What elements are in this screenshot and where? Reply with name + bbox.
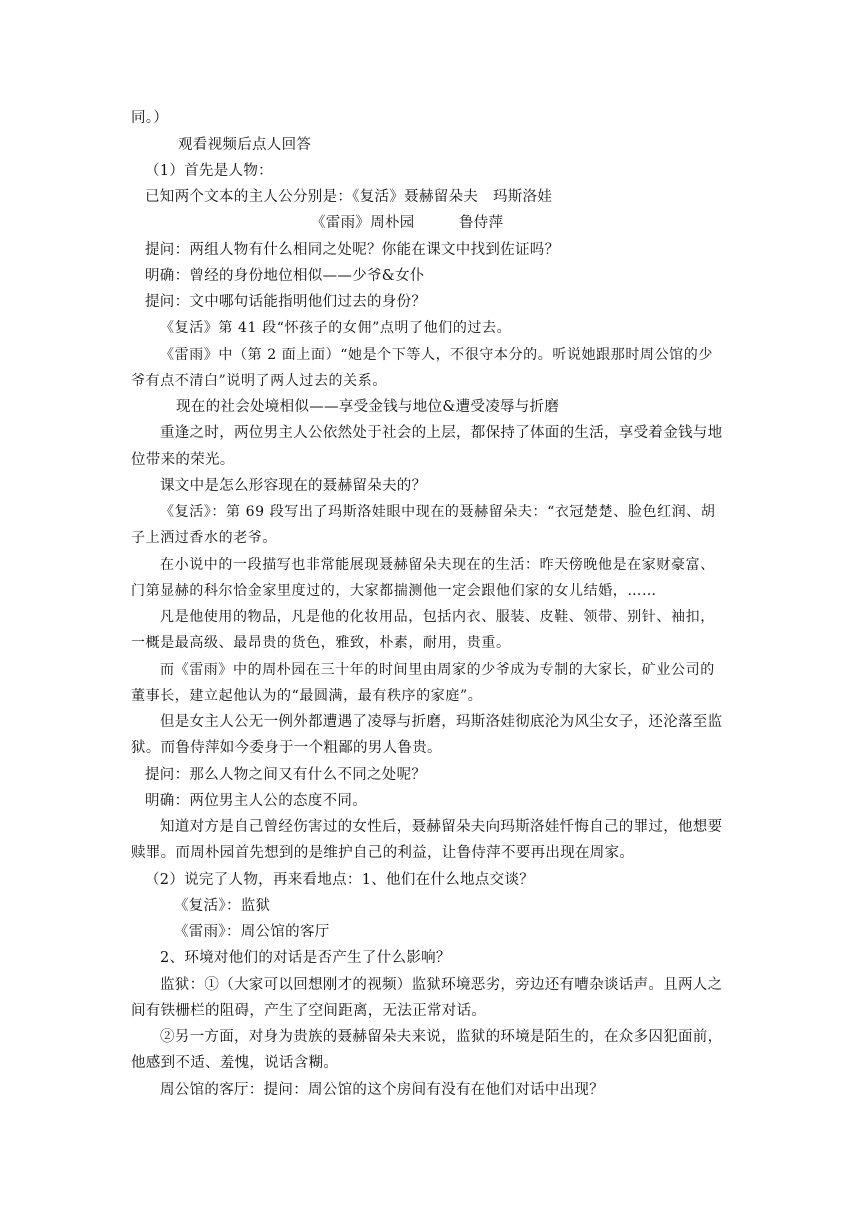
text-line: 观看视频后点人回答	[178, 137, 312, 153]
text-line: 《雷雨》：周公馆的客厅	[174, 924, 330, 940]
text-line: 间有铁栅栏的阻碍，产生了空间距离，无法正常对话。	[131, 1003, 487, 1019]
text-line: 现在的社会处境相似——享受金钱与地位&遭受凌辱与折磨	[176, 399, 560, 415]
text-line: 《雷雨》中（第 2 面上面）“她是个下等人，不很守本分的。听说她跟那时周公馆的少	[160, 347, 713, 363]
text-line: 位带来的荣光。	[131, 452, 235, 468]
text-line: 重逢之时，两位男主人公依然处于社会的上层，都保持了体面的生活，享受着金钱与地	[160, 425, 723, 441]
text-line: 明确：曾经的身份地位相似——少爷&女仆	[145, 268, 425, 284]
text-line: 提问：文中哪句话能指明他们过去的身份？	[145, 294, 427, 310]
text-line: 监狱：①（大家可以回想刚才的视频）监狱环境恶劣，旁边还有嘈杂谈话声。且两人之	[160, 977, 723, 993]
text-line: 《复活》：第 69 段写出了玛斯洛娃眼中现在的聂赫留朵夫：“衣冠楚楚、脸色红润、胡	[160, 504, 716, 520]
text-line: 一概是最高级、最昂贵的货色，雅致，朴素，耐用，贵重。	[131, 635, 511, 651]
text-line: 明确：两位男主人公的态度不同。	[145, 793, 367, 809]
text-line: 但是女主人公无一例外都遭遇了凌辱与折磨，玛斯洛娃彻底沦为风尘女子，还沦落至监	[160, 714, 723, 730]
text-line: 提问：两组人物有什么相同之处呢？你能在课文中找到佐证吗？	[145, 242, 560, 258]
text-line: 《雷雨》周朴园 鲁侍萍	[311, 215, 504, 231]
text-line: 赎罪。而周朴园首先想到的是维护自己的利益，让鲁侍萍不要再出现在周家。	[131, 845, 635, 861]
text-line: 子上洒过香水的老爷。	[131, 530, 277, 546]
text-line: 提问：那么人物之间又有什么不同之处呢？	[145, 767, 427, 783]
text-line: 门第显赫的科尔恰金家里度过的，大家都揣测他一定会跟他们家的女儿结婚，……	[131, 583, 657, 599]
text-line: 狱。而鲁侍萍如今委身于一个粗鄙的男人鲁贵。	[131, 740, 442, 756]
text-line: 《复活》第 41 段“怀孩子的女佣”点明了他们的过去。	[160, 320, 512, 336]
text-line: 同。）	[131, 110, 169, 126]
text-line: 2、环境对他们的对话是否产生了什么影响？	[160, 950, 451, 966]
text-line: 课文中是怎么形容现在的聂赫留朵夫的？	[160, 478, 427, 494]
text-line: （2）说完了人物，再来看地点：1、他们在什么地点交谈？	[145, 872, 535, 888]
text-line: 在小说中的一段描写也非常能展现聂赫留朵夫现在的生活：昨天傍晚他是在家财豪富、	[160, 557, 715, 573]
text-line: （1）首先是人物：	[145, 163, 273, 179]
text-line: 他感到不适、羞愧，说话含糊。	[131, 1055, 339, 1071]
text-line: 爷有点不清白”说明了两人过去的关系。	[131, 373, 387, 389]
text-line: 周公馆的客厅：提问：周公馆的这个房间有没有在他们对话中出现？	[160, 1082, 604, 1098]
text-line: 凡是他使用的物品，凡是他的化妆用品，包括内衣、服装、皮鞋、领带、别针、袖扣，	[160, 609, 715, 625]
text-line: 已知两个文本的主人公分别是：《复活》聂赫留朵夫 玛斯洛娃	[145, 189, 553, 205]
text-line: 《复活》：监狱	[174, 898, 271, 914]
text-line: 而《雷雨》中的周朴园在三十年的时间里由周家的少爷成为专制的大家长，矿业公司的	[160, 662, 715, 678]
text-line: ②另一方面，对身为贵族的聂赫留朵夫来说，监狱的环境是陌生的，在众多囚犯面前，	[160, 1029, 723, 1045]
text-line: 知道对方是自己曾经伤害过的女性后，聂赫留朵夫向玛斯洛娃忏悔自己的罪过，他想要	[160, 819, 723, 835]
text-line: 董事长，建立起他认为的“最圆满，最有秩序的家庭”。	[131, 688, 483, 704]
